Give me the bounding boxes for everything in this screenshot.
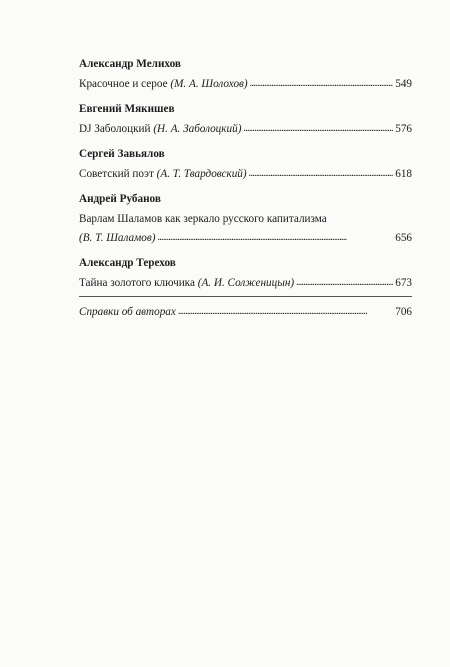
toc-entry[interactable] <box>79 167 412 181</box>
toc-block-zavyalov <box>79 147 412 181</box>
entry-title-text: DJ Заболоцкий <box>79 123 151 135</box>
toc-block-melikhov <box>79 57 412 91</box>
toc-entry[interactable] <box>79 276 412 290</box>
entry-title <box>79 167 247 181</box>
leader-dots <box>249 166 394 181</box>
page-number: 549 <box>395 78 412 90</box>
author-name: Андрей Рубанов <box>79 193 161 205</box>
page-number: 576 <box>395 123 412 135</box>
toc-block-rubanov <box>79 192 412 245</box>
toc-block-myakishev <box>79 102 412 136</box>
entry-title-text: Красочное и серое <box>79 78 168 90</box>
page-number: 673 <box>395 277 412 289</box>
entry-title-text: Тайна золотого ключика <box>79 277 195 289</box>
leader-dots <box>296 275 393 290</box>
divider <box>79 296 412 297</box>
entry-title-text[interactable]: Варлам Шаламов как зеркало русского капитализма <box>79 213 327 225</box>
entry-title <box>79 77 248 91</box>
author-name: Сергей Завьялов <box>79 148 165 160</box>
leader-dots <box>250 76 394 91</box>
entry-subject: (В. Т. Шаламов) <box>79 232 156 244</box>
toc-entry[interactable] <box>79 231 412 245</box>
toc-entry[interactable] <box>79 77 412 91</box>
entry-title-text: Справки об авторах <box>79 306 176 318</box>
entry-subject: (А. И. Солженицын) <box>197 277 295 289</box>
entry-subject: (А. Т. Твардовский) <box>156 168 247 180</box>
author-name: Евгений Мякишев <box>79 103 175 115</box>
page-number: 618 <box>395 168 412 180</box>
leader-dots <box>178 304 393 319</box>
toc-entry-author-notes[interactable] <box>79 305 412 319</box>
author-name: Александр Терехов <box>79 257 176 269</box>
table-of-contents <box>79 57 412 319</box>
author-name: Александр Мелихов <box>79 58 181 70</box>
page-number: 656 <box>395 232 412 244</box>
entry-subject: (Н. А. Заболоцкий) <box>153 123 242 135</box>
entry-title-text: Советский поэт <box>79 168 154 180</box>
entry-subject: (М. А. Шолохов) <box>170 78 248 90</box>
leader-dots <box>157 230 393 245</box>
toc-block-terekhov <box>79 256 412 290</box>
toc-entry[interactable] <box>79 122 412 136</box>
leader-dots <box>243 121 393 136</box>
entry-title <box>79 122 241 136</box>
entry-title <box>79 276 294 290</box>
page-number: 706 <box>395 306 412 318</box>
